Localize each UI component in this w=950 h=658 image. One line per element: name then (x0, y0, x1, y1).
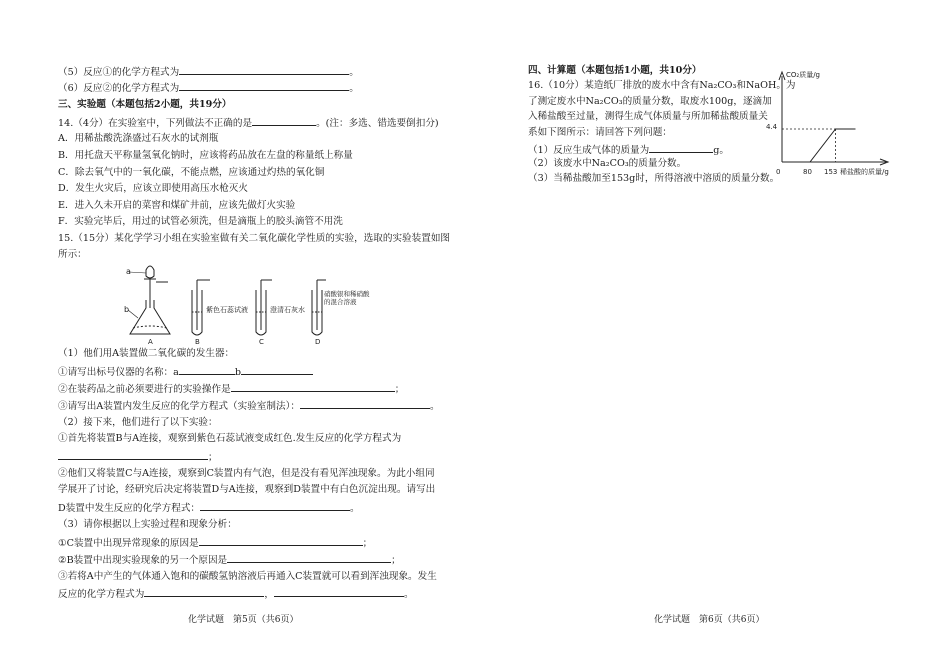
line-text: 了测定废水中Na₂CO₃的质量分数，取废水100g，逐滴加 (528, 96, 772, 107)
line-text: 。(注：多选、错选要倒扣分) (316, 118, 439, 129)
apparatus-b-liquid: 紫色石蕊试液 (206, 306, 248, 314)
left-line-24 (58, 552, 401, 567)
co2-graph (760, 66, 895, 186)
label-a: a (126, 267, 131, 276)
left-line-1 (58, 80, 359, 95)
graph-xtick-153: 153 (824, 168, 838, 176)
line-text: C．除去氧气中的一氧化碳，不能点燃，应该通过灼热的氧化铜 (58, 167, 325, 178)
left-line-5 (58, 149, 353, 162)
left-line-12 (58, 347, 234, 360)
line-text: 。 (429, 401, 440, 412)
line-text: （2）接下来，他们进行了以下实验： (58, 417, 218, 428)
line-text: ②他们又将装置C与A连接，观察到C装置内有气泡，但是没有看见浑浊现象。为此小组同 (58, 468, 435, 479)
left-line-16 (58, 416, 218, 429)
answer-blank[interactable] (649, 142, 713, 153)
line-text: ①请写出标号仪器的名称：a (58, 367, 179, 378)
caption-c: C (259, 338, 264, 346)
left-line-10 (58, 232, 450, 245)
left-line-14 (58, 381, 404, 396)
line-text: E．进入久未开启的菜窖和煤矿井前，应该先做灯火实验 (58, 200, 296, 211)
right-line-4 (528, 126, 672, 139)
left-line-22 (58, 518, 237, 531)
answer-blank[interactable] (144, 586, 264, 597)
line-text: 。 (349, 83, 359, 94)
answer-blank[interactable] (274, 586, 404, 597)
line-text: 。 (349, 67, 359, 78)
label-b: b (124, 305, 130, 314)
line-text: 反应的化学方程式为 (58, 589, 145, 600)
line-text: 16.（10分）某造纸厂排放的废水中含有Na₂CO₃和NaOH。为 (528, 80, 796, 91)
answer-blank[interactable] (179, 364, 235, 375)
left-line-15 (58, 398, 440, 413)
line-text: 14.（4分）在实验室中，下列做法不正确的是 (58, 118, 253, 129)
left-line-7 (58, 182, 248, 195)
left-line-4 (58, 132, 218, 145)
right-line-0 (528, 64, 702, 77)
left-line-6 (58, 166, 324, 179)
line-text: 四、计算题（本题包括1小题，共10分） (528, 65, 702, 76)
left-line-20 (58, 483, 435, 496)
line-text: D装置中发生反应的化学方程式： (58, 503, 201, 514)
answer-blank[interactable] (241, 364, 313, 375)
apparatus-a (130, 266, 170, 334)
graph-ylabel: CO₂质量/g (786, 71, 821, 79)
line-text: ③若将A中产生的气体通入饱和的碳酸氢钠溶液后再通入C装置就可以看到浑浊现象。发生 (58, 571, 437, 582)
answer-blank[interactable] (199, 535, 363, 546)
apparatus-d-liquid: 硝酸银和稀硝酸的混合溶液 (324, 290, 370, 306)
left-line-13 (58, 364, 313, 379)
line-text: A．用稀盐酸洗涤盛过石灰水的试剂瓶 (58, 133, 219, 144)
left-line-19 (58, 467, 435, 480)
line-text: ③请写出A装置内发生反应的化学方程式（实验室制法）： (58, 401, 300, 412)
line-text: 。 (350, 503, 360, 514)
caption-d: D (315, 338, 321, 346)
answer-blank[interactable] (200, 500, 350, 511)
graph-xtick-0: 0 (776, 168, 781, 176)
left-line-3 (58, 115, 439, 130)
line-text: 所示： (58, 249, 87, 260)
left-line-17 (58, 432, 401, 445)
right-line-1 (528, 79, 796, 92)
graph-ytick-4.4: 4.4 (766, 123, 778, 131)
line-text: 。 (403, 589, 414, 600)
line-text: （2）该废水中Na₂CO₃的质量分数。 (528, 158, 687, 169)
apparatus-figure (120, 260, 370, 346)
line-text: ②在装药品之前必须要进行的实验操作是 (58, 384, 231, 395)
co2-series-line (782, 129, 856, 162)
left-footer: 化学试题 第5页（共6页） (188, 615, 299, 625)
left-line-8 (58, 199, 295, 212)
right-line-6 (528, 157, 686, 170)
line-text: F．实验完毕后，用过的试管必须洗，但是滴瓶上的胶头滴管不用洗 (58, 216, 343, 227)
right-line-2 (528, 95, 772, 108)
left-line-21 (58, 500, 360, 515)
line-text: （6）反应②的化学方程式为 (58, 83, 180, 94)
left-line-0 (58, 64, 359, 79)
line-text: D．发生火灾后，应该立即使用高压水枪灭火 (58, 183, 248, 194)
line-text: ； (208, 452, 218, 463)
right-line-3 (528, 110, 768, 123)
line-text: ； (391, 555, 401, 566)
graph-xtick-80: 80 (803, 168, 812, 176)
line-text: 学展开了讨论，经研究后决定将装置D与A连接，观察到D装置中有白色沉淀出现。请写出 (58, 484, 436, 495)
left-line-2 (58, 98, 232, 111)
line-text: （1）反应生成气体的质量为 (528, 145, 650, 156)
line-text: （5）反应①的化学方程式为 (58, 67, 180, 78)
line-text: ； (362, 538, 373, 549)
left-line-18 (58, 449, 218, 464)
answer-blank[interactable] (227, 552, 391, 563)
left-line-9 (58, 215, 343, 228)
line-text: 系如下图所示：请回答下列问题： (528, 127, 672, 138)
left-line-26 (58, 586, 414, 601)
apparatus-c-liquid: 澄清石灰水 (270, 306, 305, 314)
left-line-11 (58, 248, 87, 261)
line-text: ①首先将装置B与A连接，观察到紫色石蕊试液变成红色.发生反应的化学方程式为 (58, 433, 402, 444)
line-text: ， (264, 589, 274, 600)
answer-blank[interactable] (231, 381, 395, 392)
line-text: B．用托盘天平称量氢氧化钠时，应该将药品放在左盘的称量纸上称量 (58, 150, 353, 161)
caption-a: A (148, 338, 153, 346)
answer-blank[interactable] (252, 115, 316, 126)
line-text: ②B装置中出现实验现象的另一个原因是 (58, 555, 228, 566)
line-text: ①C装置中出现异常现象的原因是 (58, 538, 199, 549)
line-text: 入稀盐酸至过量，测得生成气体质量与所加稀盐酸质量关 (528, 111, 768, 122)
right-line-5 (528, 142, 729, 157)
answer-blank[interactable] (179, 80, 349, 91)
left-line-23 (58, 535, 372, 550)
line-text: 三、实验题（本题包括2小题，共19分） (58, 99, 232, 110)
answer-blank[interactable] (179, 64, 349, 75)
answer-blank[interactable] (300, 398, 430, 409)
answer-blank[interactable] (58, 449, 208, 460)
right-line-7 (528, 172, 779, 185)
line-text: 15.（15分）某化学学习小组在实验室做有关二氧化碳化学性质的实验，选取的实验装置如图 (58, 233, 451, 244)
line-text: g。 (713, 145, 729, 156)
line-text: （3）请你根据以上实验过程和现象分析： (58, 519, 237, 530)
graph-xlabel: 稀盐酸的质量/g (840, 168, 889, 176)
left-line-25 (58, 570, 437, 583)
caption-b: B (195, 338, 200, 346)
line-text: （3）当稀盐酸加至153g时，所得溶液中溶质的质量分数。 (528, 173, 780, 184)
line-text: （1）他们用A装置做二氧化碳的发生器： (58, 348, 235, 359)
line-text: ； (394, 384, 405, 395)
line-text: b (234, 367, 242, 378)
right-footer: 化学试题 第6页（共6页） (654, 615, 765, 625)
